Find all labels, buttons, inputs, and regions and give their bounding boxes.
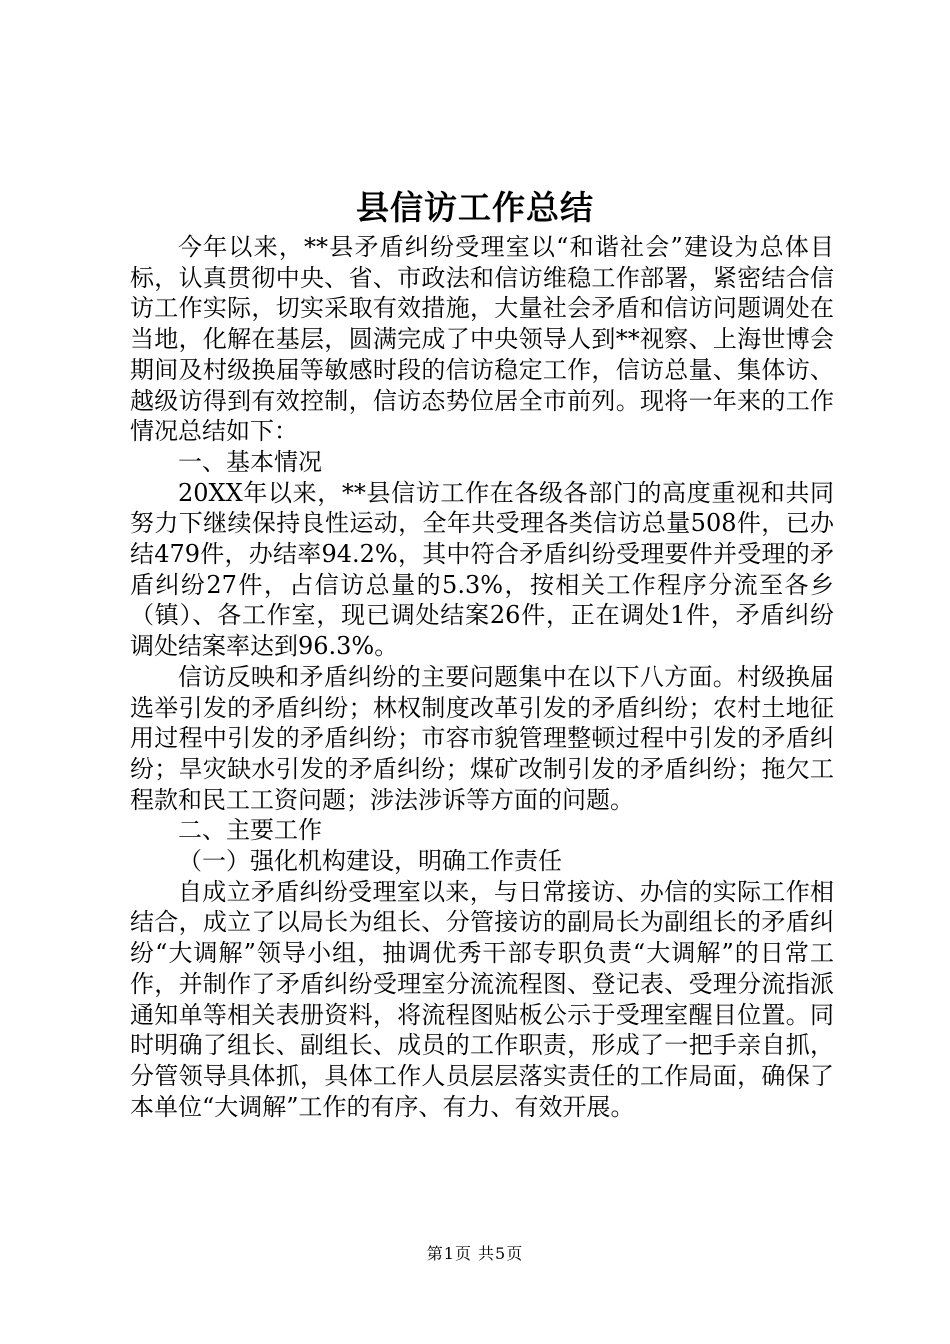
section-heading-basic-situation: 一、基本情况: [178, 447, 322, 476]
paragraph-organization: 自成立矛盾纠纷受理室以来，与日常接访、办信的实际工作相结合，成立了以局长为组长、分管接访的副局长为副组长的矛盾纠纷“大调解”领导小组，抽调优秀干部专职负责“大调解”的日常工作，并制作了矛盾纠纷受理室分流流程图、登记表、受理分流指派通知单等相关表册资料，将流程图贴板公示于受理室醒目位置。同时明确了组长、副组长、成员的工作职责，形成了一把手亲自抓，分管领导具体抓，具体工作人员层层落实责任的工作局面，确保了本单位“大调解”工作的有序、有力、有效开展。: [130, 877, 834, 1121]
subsection-heading-organization: （一）强化机构建设，明确工作责任: [178, 847, 562, 876]
document-title: 县信访工作总结: [356, 188, 594, 227]
paragraph-statistics: 20XX年以来，**县信访工作在各级各部门的高度重视和共同努力下继续保持良性运动，全年共受理各类信访总量508件，已办结479件，办结率94.2%，其中符合矛盾纠纷受理要件并受理的矛盾纠纷27件，占信访总量的5.3%，按相关工作程序分流至各乡（镇）、各工作室，现已调处结案26件，正在调处1件，矛盾纠纷调处结案率达到96.3%。: [130, 478, 834, 661]
paragraph-intro: 今年以来，**县矛盾纠纷受理室以“和谐社会”建设为总体目标，认真贯彻中央、省、市政法和信访维稳工作部署，紧密结合信访工作实际，切实采取有效措施，大量社会矛盾和信访问题调处在当地，化解在基层，圆满完成了中央领导人到**视察、上海世博会期间及村级换届等敏感时段的信访稳定工作，信访总量、集体访、越级访得到有效控制，信访态势位居全市前列。现将一年来的工作情况总结如下：: [130, 233, 834, 446]
paragraph-main-issues: 信访反映和矛盾纠纷的主要问题集中在以下八方面。村级换届选举引发的矛盾纠纷；林权制度改革引发的矛盾纠纷；农村土地征用过程中引发的矛盾纠纷；市容市貌管理整顿过程中引发的矛盾纠纷；旱灾缺水引发的矛盾纠纷；煤矿改制引发的矛盾纠纷；拖欠工程款和民工工资问题；涉法涉诉等方面的问题。: [130, 662, 834, 814]
section-heading-main-work: 二、主要工作: [178, 816, 322, 845]
page-footer: 第1页 共5页: [426, 1244, 524, 1263]
document-body: [130, 232, 834, 1122]
